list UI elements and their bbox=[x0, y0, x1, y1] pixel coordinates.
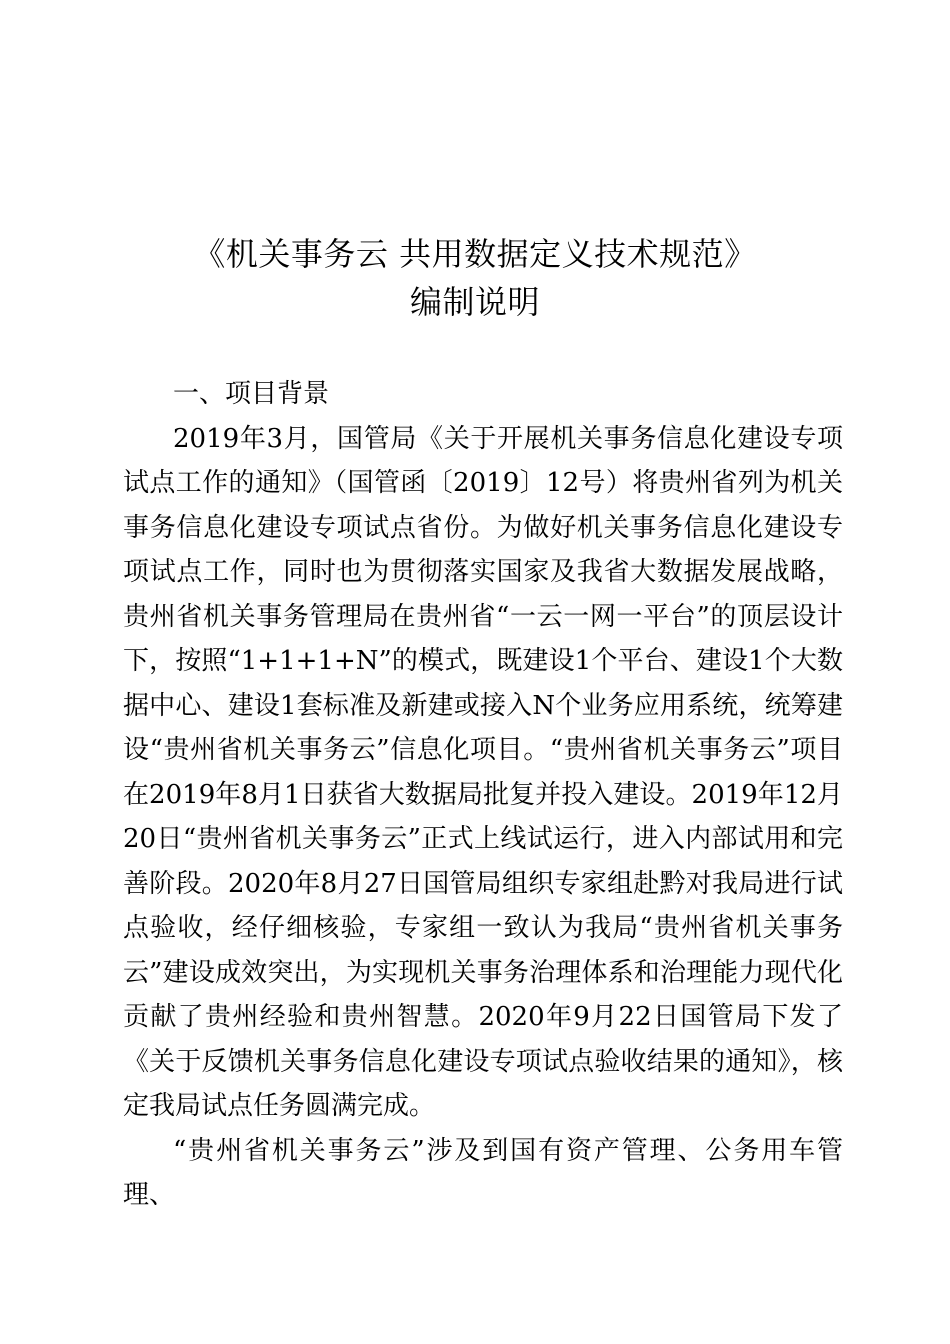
title-line-1: 《机关事务云 共用数据定义技术规范》 bbox=[193, 235, 757, 273]
section-heading-background: 一、项目背景 bbox=[173, 379, 330, 409]
document-body bbox=[123, 372, 843, 1218]
document-title bbox=[0, 230, 950, 326]
title-line-2: 编制说明 bbox=[409, 283, 540, 321]
paragraph-background: 2019年3月，国管局《关于开展机关事务信息化建设专项试点工作的通知》（国管函〔2019〕12号）将贵州省列为机关事务信息化建设专项试点省份。为做好机关事务信息化建设专项试点工作，同时也为贯彻落实国家及我省大数据发展战略，贵州省机关事务管理局在贵州省“一云一网一平台”的顶层设计下，按照“1+1+1+N”的模式，既建设1个平台、建设1个大数据中心、建设1套标准及新建或接入N个业务应用系统，统筹建设“贵州省机关事务云”信息化项目。“贵州省机关事务云”项目在2019年8月1日获省大数据局批复并投入建设。2019年12月20日“贵州省机关事务云”正式上线试运行，进入内部试用和完善阶段。2020年8月27日国管局组织专家组赴黔对我局进行试点验收，经仔细核验，专家组一致认为我局“贵州省机关事务云”建设成效突出，为实现机关事务治理体系和治理能力现代化贡献了贵州经验和贵州智慧。2020年9月22日国管局下发了《关于反馈机关事务信息化建设专项试点验收结果的通知》，核定我局试点任务圆满完成。 bbox=[123, 423, 843, 1121]
paragraph-scope: “贵州省机关事务云”涉及到国有资产管理、公务用车管理、 bbox=[123, 1135, 843, 1210]
